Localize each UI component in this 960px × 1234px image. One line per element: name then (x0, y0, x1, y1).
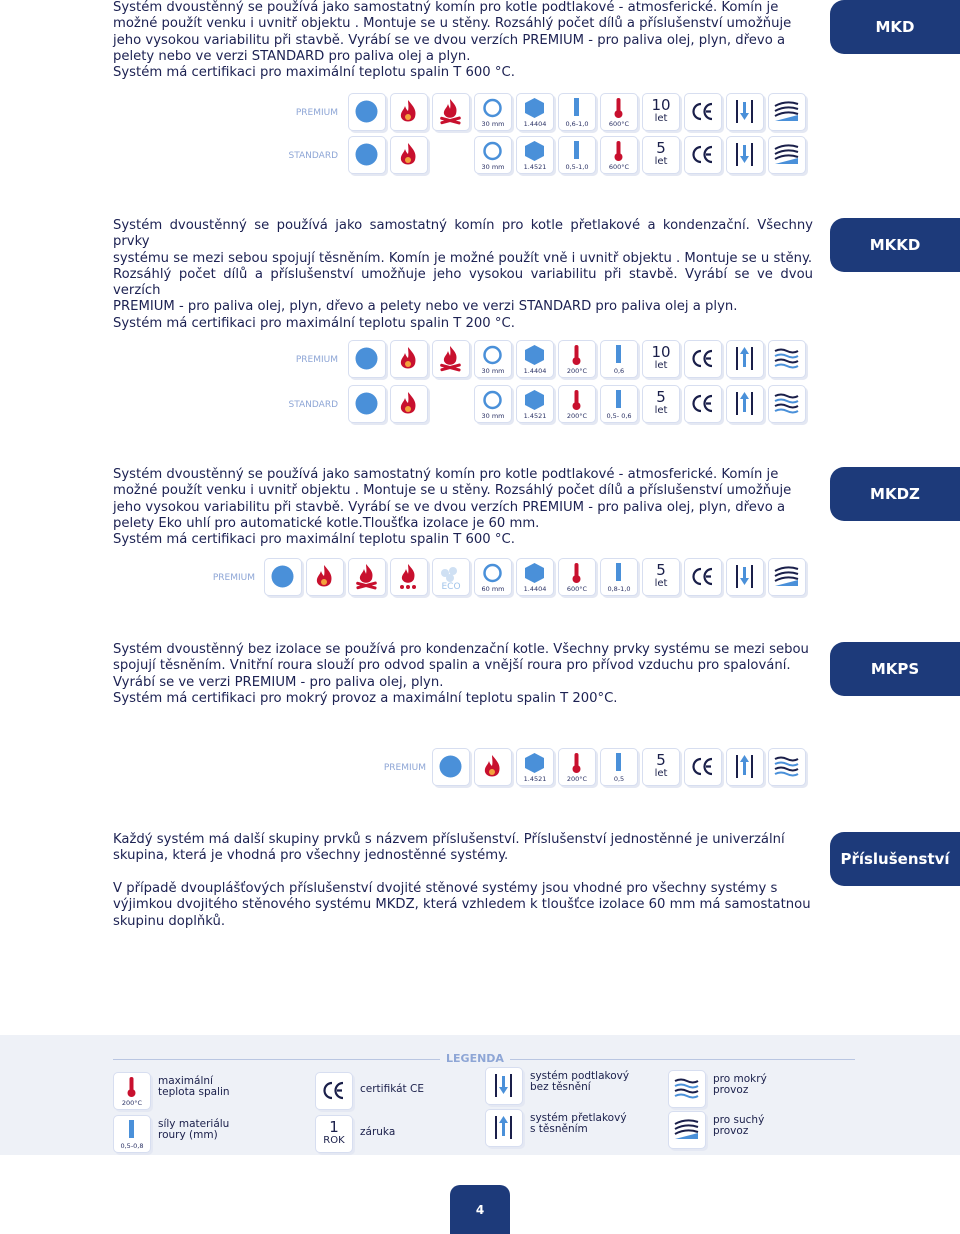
mkd-premium-row (0, 93, 960, 133)
gas-icon (348, 136, 386, 174)
gas-icon (432, 748, 470, 786)
warranty-icon: 10 let (642, 93, 680, 131)
row-label: PREMIUM (295, 108, 338, 118)
negative-pressure-icon (726, 136, 764, 174)
warranty-icon: 5 let (642, 748, 680, 786)
positive-pressure-icon (726, 340, 764, 378)
flame-icon (390, 385, 428, 423)
legend-text: pro mokrý provoz (713, 1073, 767, 1096)
ce-icon (684, 748, 722, 786)
thermometer-icon: 200°C (113, 1072, 151, 1110)
insulation-icon: 30 mm (474, 385, 512, 423)
wet-operation-icon (768, 385, 806, 423)
negative-pressure-icon (485, 1067, 523, 1105)
thermometer-icon: 200°C (558, 385, 596, 423)
insulation-icon: 60 mm (474, 558, 512, 596)
text-line: Vyrábí se ve verzi PREMIUM - pro paliva olej, plyn. (113, 674, 444, 690)
legend-text: síly materiálu roury (mm) (158, 1118, 230, 1141)
text-line: pelety Eko uhlí pro automatické kotle.Tloušťka izolace je 60 mm. (113, 515, 540, 531)
negative-pressure-icon (726, 93, 764, 131)
positive-pressure-icon (726, 748, 764, 786)
wall-thickness-icon: 0,6-1,0 (558, 93, 596, 131)
gas-icon (264, 558, 302, 596)
text-line: možné použít venku i uvnitř objektu . Montuje se u stěny. Rozsáhlý počet dílů a příslušenství umožňuje (113, 16, 792, 32)
flame-icon (390, 136, 428, 174)
wood-flame-icon (432, 340, 470, 378)
gas-icon (348, 93, 386, 131)
ce-icon (684, 136, 722, 174)
text-line: Systém dvoustěnný se používá jako samostatný komín pro kotle podtlakové - atmosferické. Komín je (113, 467, 779, 482)
warranty-icon: 5 let (642, 136, 680, 174)
row-label: PREMIUM (295, 355, 338, 365)
mkkd-description (113, 218, 813, 332)
legend-title: LEGENDA (440, 1052, 510, 1065)
legend-text: záruka (360, 1126, 396, 1138)
wood-flame-icon (432, 93, 470, 131)
negative-pressure-icon (726, 558, 764, 596)
ce-icon (315, 1072, 353, 1110)
legend-text: maximální teplota spalin (158, 1075, 230, 1098)
material-icon: 1.4404 (516, 558, 554, 596)
thermometer-icon: 200°C (558, 340, 596, 378)
material-icon: 1.4521 (516, 385, 554, 423)
text-line: Systém dvoustěnný se používá jako samostatný komín pro kotle přetlakové a kondenzační. Všechny prvky (113, 218, 813, 250)
material-icon: 1.4404 (516, 93, 554, 131)
legend-text: systém přetlakový s těsněním (530, 1112, 627, 1135)
tag-mkd: MKD (830, 0, 960, 54)
prislusenstvi-description (113, 832, 813, 865)
row-label: PREMIUM (383, 763, 426, 773)
dry-operation-icon (768, 136, 806, 174)
text-line: jeho vysokou variabilitu při stavbě. Vyrábí se ve dvou verzích PREMIUM - pro paliva olej, plyn, dřevo a (113, 499, 786, 515)
warranty-icon: 1 ROK (315, 1115, 353, 1153)
text-line: spojují těsněním. Vnitřní roura slouží pro odvod spalin a vnější roura pro přívod vzduchu pro spalování. (113, 658, 791, 674)
text-line: Každý systém má další skupiny prvků s názvem příslušenství. Příslušenství jednostěnné je univerzální (113, 832, 785, 847)
material-icon: 1.4521 (516, 748, 554, 786)
wet-operation-icon (768, 340, 806, 378)
text-line: systému se mezi sebou spojují těsněním. Komín je možné použít vně i uvnitř objektu . Montuje se u stěny. (113, 250, 813, 266)
row-label: PREMIUM (212, 573, 255, 583)
material-icon: 1.4404 (516, 340, 554, 378)
ce-icon (684, 385, 722, 423)
positive-pressure-icon (726, 385, 764, 423)
dry-operation-icon (768, 93, 806, 131)
section-prislusenstvi (0, 832, 960, 942)
tag-prislusenstvi: Příslušenství (830, 832, 960, 886)
text-line: Systém dvoustěnný se používá jako samostatný komín pro kotle podtlakové - atmosferické. Komín je (113, 0, 779, 15)
ce-icon (684, 558, 722, 596)
flame-icon (390, 340, 428, 378)
thermometer-icon: 600°C (600, 136, 638, 174)
text-line: Systém má certifikaci pro mokrý provoz a maximální teplotu spalin T 200°C. (113, 690, 618, 706)
insulation-icon: 30 mm (474, 340, 512, 378)
legend (0, 1035, 960, 1155)
row-label: STANDARD (288, 400, 338, 410)
mkd-standard-row (0, 136, 960, 176)
mkps-premium-row (0, 748, 960, 788)
mkdz-premium-row (0, 558, 960, 598)
page-number: 4 (450, 1185, 510, 1234)
text-line: skupina, která je vhodná pro všechny jednostěnné systémy. (113, 848, 509, 864)
warranty-icon: 5 let (642, 385, 680, 423)
text-line: V případě dvouplášťových příslušenství dvojité stěnové systémy jsou vhodné pro všechny systémy s (113, 881, 778, 896)
mkps-description (113, 642, 813, 707)
wood-flame-icon (348, 558, 386, 596)
eco-coal-icon: ECO (432, 558, 470, 596)
mkd-description (113, 0, 813, 81)
wall-thickness-icon: 0,5-0,8 (113, 1115, 151, 1153)
pellet-flame-icon (390, 558, 428, 596)
ce-icon (684, 340, 722, 378)
text-line: skupinu doplňků. (113, 913, 226, 929)
warranty-icon: 5 let (642, 558, 680, 596)
positive-pressure-icon (485, 1109, 523, 1147)
mkdz-description (113, 467, 813, 548)
thermometer-icon: 200°C (558, 748, 596, 786)
flame-icon (306, 558, 344, 596)
text-line: Rozsáhlý počet dílů a příslušenství umožňuje jeho vysokou variabilitu při stavbě. Vyrábí se ve dvou verzích (113, 266, 813, 299)
legend-text: systém podtlakový bez těsnění (530, 1070, 630, 1093)
flame-icon (474, 748, 512, 786)
tag-mkps: MKPS (830, 642, 960, 696)
wall-thickness-icon: 0,8-1,0 (600, 558, 638, 596)
section-mkps (0, 642, 960, 712)
text-line: Systém má certifikaci pro maximální teplotu spalin T 200 °C. (113, 315, 515, 331)
section-mkdz (0, 467, 960, 557)
text-line: výjimkou dvojitého stěnového systému MKDZ, která vzhledem k tloušťce izolace 60 mm má samostatnou (113, 897, 811, 913)
mkkd-premium-row (0, 340, 960, 380)
tag-mkdz: MKDZ (830, 467, 960, 521)
wet-operation-icon (668, 1070, 706, 1108)
flame-icon (390, 93, 428, 131)
text-line: Systém má certifikaci pro maximální teplotu spalin T 600 °C. (113, 65, 515, 81)
legend-text: certifikát CE (360, 1083, 424, 1095)
row-label: STANDARD (288, 151, 338, 161)
gas-icon (348, 340, 386, 378)
text-line: jeho vysokou variabilitu při stavbě. Vyrábí se ve dvou verzích PREMIUM - pro paliva olej, plyn, dřevo a (113, 32, 786, 48)
gas-icon (348, 385, 386, 423)
mkkd-standard-row (0, 385, 960, 425)
ce-icon (684, 93, 722, 131)
thermometer-icon: 600°C (558, 558, 596, 596)
wall-thickness-icon: 0,5-1,0 (558, 136, 596, 174)
warranty-icon: 10 let (642, 340, 680, 378)
wall-thickness-icon: 0,5- 0,6 (600, 385, 638, 423)
dry-operation-icon (668, 1111, 706, 1149)
section-mkkd (0, 218, 960, 331)
text-line: Systém dvoustěnný bez izolace se používá pro kondenzační kotle. Všechny prvky systému se mezi sebou (113, 642, 809, 657)
thermometer-icon: 600°C (600, 93, 638, 131)
tag-mkkd: MKKD (830, 218, 960, 272)
insulation-icon: 30 mm (474, 136, 512, 174)
dry-operation-icon (768, 558, 806, 596)
prislusenstvi-description-2 (113, 881, 813, 930)
material-icon: 1.4521 (516, 136, 554, 174)
wall-thickness-icon: 0,5 (600, 748, 638, 786)
insulation-icon: 30 mm (474, 93, 512, 131)
text-line: pelety nebo ve verzi STANDARD pro paliva olej a plyn. (113, 48, 471, 64)
legend-text: pro suchý provoz (713, 1114, 765, 1137)
text-line: možné použít venku i uvnitř objektu . Montuje se u stěny. Rozsáhlý počet dílů a příslušenství umožňuje (113, 483, 792, 499)
text-line: Systém má certifikaci pro maximální teplotu spalin T 600 °C. (113, 532, 515, 548)
text-line: PREMIUM - pro paliva olej, plyn, dřevo a pelety nebo ve verzi STANDARD pro paliva olej a plyn. (113, 299, 738, 315)
wall-thickness-icon: 0,6 (600, 340, 638, 378)
wet-operation-icon (768, 748, 806, 786)
